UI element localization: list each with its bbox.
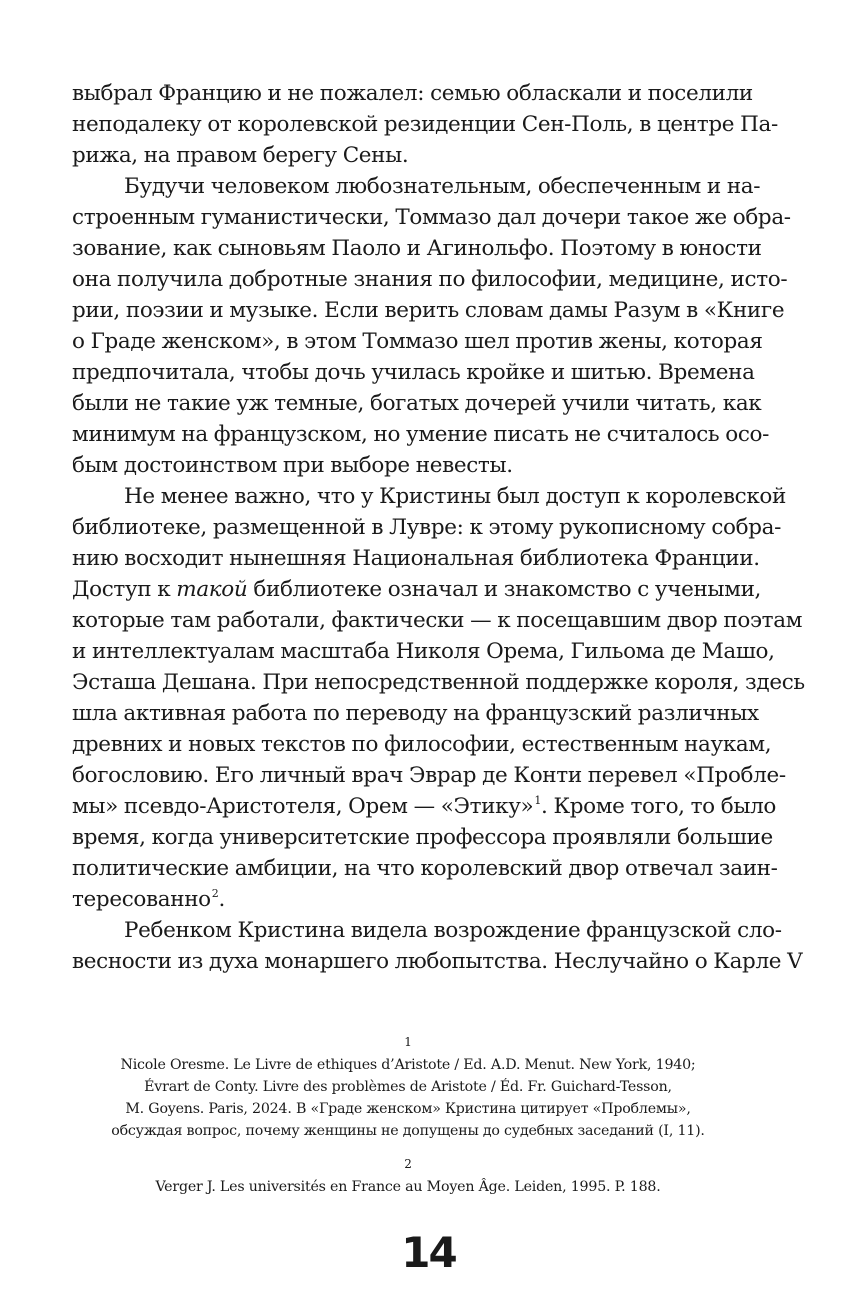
- text-line: Ребенком Кристина видела возрождение французской сло-: [124, 918, 782, 943]
- text-run: библиотеке означал и знакомство с учеными,: [247, 577, 762, 602]
- text-line: [72, 574, 762, 605]
- text-line: богословию. Его личный врач Эврар де Конти перевел «Пробле-: [72, 763, 786, 788]
- footnote-line: обсуждая вопрос, почему женщины не допущены до судебных заседаний (I, 11).: [111, 1123, 705, 1139]
- footnote-ref: 2: [211, 887, 219, 900]
- footnotes: [72, 1033, 744, 1211]
- text-line: рии, поэзии и музыке. Если верить словам дамы Разум в «Книге: [72, 298, 785, 323]
- text-line: предпочитала, чтобы дочь училась кройке и шитью. Времена: [72, 360, 755, 385]
- text-line: Не менее важно, что у Кристины был доступ к королевской: [124, 484, 786, 509]
- text-line: Эсташа Дешана. При непосредственной поддержке короля, здесь: [72, 670, 805, 695]
- text-line: шла активная работа по переводу на французский различных: [72, 701, 759, 726]
- paragraph: [72, 171, 791, 481]
- text-line: которые там работали, фактически — к посещавшим двор поэтам: [72, 608, 803, 633]
- text-line: минимум на французском, но умение писать не считалось осо-: [72, 422, 770, 447]
- text-line: неподалеку от королевской резиденции Сен-Поль, в центре Па-: [72, 112, 778, 137]
- footnote-line: Verger J. Les universités en France au Moyen Âge. Leiden, 1995. P. 188.: [155, 1179, 661, 1195]
- emphasis: такой: [176, 577, 248, 602]
- text-run: Доступ к: [72, 577, 177, 602]
- text-line: строенным гуманистически, Томмазо дал дочери такое же обра-: [72, 205, 791, 230]
- text-line: выбрал Францию и не пожалел: семью обласкали и поселили: [72, 81, 753, 106]
- text-line: древних и новых текстов по философии, естественным наукам,: [72, 732, 772, 757]
- paragraph: [72, 78, 778, 171]
- paragraph: [72, 915, 803, 977]
- text-line: политические амбиции, на что королевский двор отвечал заин-: [72, 856, 778, 881]
- text-run: . Кроме того, то было: [541, 794, 777, 819]
- footnote-number: 2: [404, 1157, 412, 1171]
- text-run: .: [218, 887, 225, 912]
- footnote: [72, 1033, 744, 1142]
- footnote: [72, 1155, 744, 1198]
- text-line: Будучи человеком любознательным, обеспеченным и на-: [124, 174, 761, 199]
- text-line: она получила добротные знания по философии, медицине, исто-: [72, 267, 788, 292]
- footnote-number: 1: [404, 1035, 412, 1049]
- text-line: нию восходит нынешняя Национальная библиотека Франции.: [72, 546, 760, 571]
- text-line: зование, как сыновьям Паоло и Агинольфо. Поэтому в юности: [72, 236, 762, 261]
- text-line: бым достоинством при выборе невесты.: [72, 453, 513, 478]
- footnote-line: Nicole Oresme. Le Livre de ethiques d’Aristote / Ed. A.D. Menut. New York, 1940;: [120, 1057, 696, 1073]
- text-line: время, когда университетские профессора проявляли большие: [72, 825, 773, 850]
- text-line: и интеллектуалам масштаба Николя Орема, Гильома де Машо,: [72, 639, 775, 664]
- text-line: библиотеке, размещенной в Лувре: к этому рукописному собра-: [72, 515, 781, 540]
- text-line: [72, 791, 777, 822]
- text-line: рижа, на правом берегу Сены.: [72, 143, 409, 168]
- text-run: мы» псевдо-Аристотеля, Орем — «Этику»: [72, 794, 534, 819]
- paragraph: [72, 481, 805, 915]
- page-number: 14: [401, 1228, 456, 1277]
- text-line: о Граде женском», в этом Томмазо шел против жены, которая: [72, 329, 763, 354]
- footnote-line: Évrart de Conty. Livre des problèmes de Aristote / Éd. Fr. Guichard-Tesson,: [144, 1079, 672, 1095]
- text-line: весности из духа монаршего любопытства. Неслучайно о Карле V: [72, 949, 803, 974]
- text-run: тересованно: [72, 887, 211, 912]
- text-line: были не такие уж темные, богатых дочерей учили читать, как: [72, 391, 762, 416]
- footnote-line: M. Goyens. Paris, 2024. В «Граде женском» Кристина цитирует «Проблемы»,: [125, 1101, 691, 1117]
- footnote-ref: 1: [534, 794, 542, 807]
- text-line: [72, 884, 744, 915]
- body-text: [72, 78, 805, 977]
